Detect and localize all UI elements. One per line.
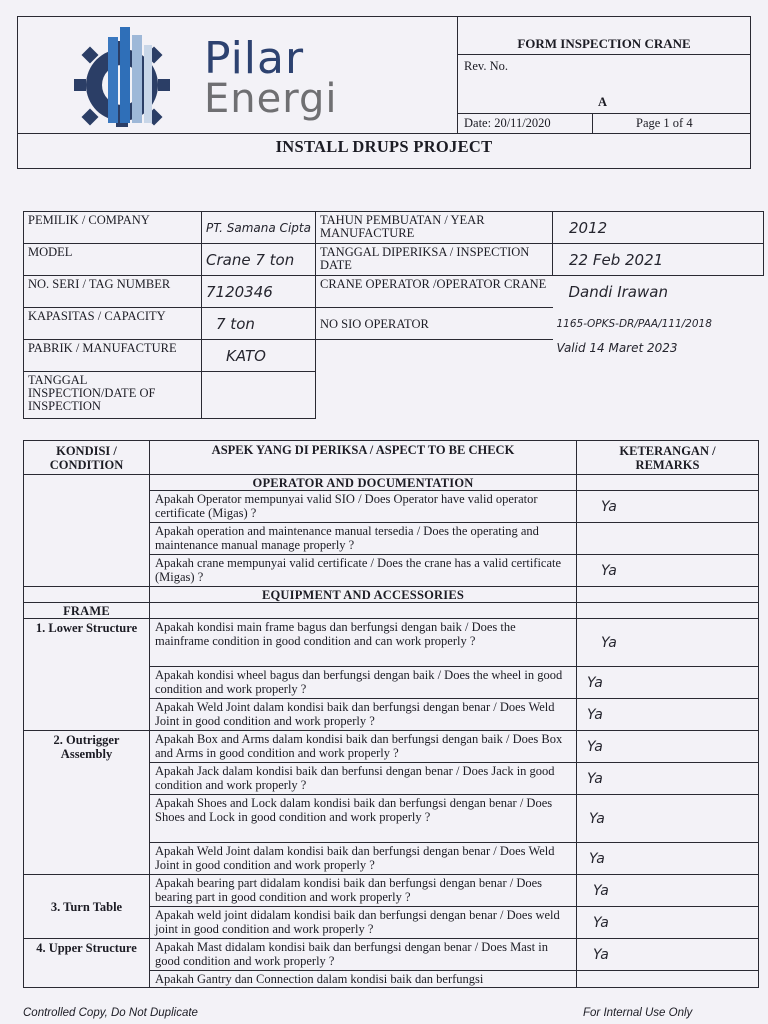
inspection-date-value: 22 Feb 2021 — [553, 244, 764, 276]
year-label: TAHUN PEMBUATAN / YEAR MANUFACTURE — [316, 212, 553, 244]
remark-value: Ya — [577, 875, 759, 907]
aspect-text: Apakah kondisi wheel bagus dan berfungsi dengan baik / Does the wheel in good condition and work properly ? — [150, 667, 577, 699]
aspect-text: Apakah crane mempunyai valid certificate / Does the crane has a valid certificate (Migas) ? — [150, 555, 577, 587]
aspect-text: Apakah Jack dalam kondisi baik dan berfunsi dengan benar / Does Jack in good condition and work properly ? — [150, 763, 577, 795]
aspect-header: ASPEK YANG DI PERIKSA / ASPECT TO BE CHECK — [150, 441, 577, 475]
serial-value: 7120346 — [202, 276, 316, 308]
aspect-text: Apakah weld joint didalam kondisi baik dan berfungsi dengan benar / Does weld joint in good condition and work properly ? — [150, 907, 577, 939]
footer-internal-use: For Internal Use Only — [583, 1007, 693, 1019]
table-row — [24, 619, 759, 667]
rev-label: Rev. No. — [464, 59, 508, 73]
year-value: 2012 — [553, 212, 764, 244]
form-info-box — [458, 17, 750, 133]
section-row — [24, 587, 759, 603]
page-number: Page 1 of 4 — [636, 116, 693, 130]
table-row — [24, 340, 764, 372]
aspect-text: Apakah kondisi main frame bagus dan berfungsi dengan baik / Does the mainframe condition in good condition and can work properly ? — [150, 619, 577, 667]
aspect-text: Apakah Operator mempunyai valid SIO / Does Operator have valid operator certificate (Migas) ? — [150, 491, 577, 523]
company-value: PT. Samana Cipta — [202, 212, 316, 244]
remark-value — [577, 971, 759, 988]
remark-value: Ya — [577, 699, 759, 731]
manufacture-value: KATO — [202, 340, 316, 372]
aspect-text: Apakah Gantry dan Connection dalam kondisi baik dan berfungsi — [150, 971, 577, 988]
sio-label: NO SIO OPERATOR — [320, 317, 429, 331]
remark-value: Ya — [577, 907, 759, 939]
inspection-checklist-table — [23, 440, 759, 988]
capacity-label: KAPASITAS / CAPACITY — [24, 308, 202, 340]
capacity-value: 7 ton — [202, 308, 316, 340]
table-row — [24, 212, 764, 244]
aspect-text: Apakah Mast didalam kondisi baik dan berfungsi dengan benar / Does Mast in good condition and work properly ? — [150, 939, 577, 971]
manufacture-label: PABRIK / MANUFACTURE — [24, 340, 202, 372]
company-label: PEMILIK / COMPANY — [24, 212, 202, 244]
condition-upper-structure: 4. Upper Structure — [24, 939, 150, 988]
prev-date-label: TANGGAL INSPECTION/DATE OF INSPECTION — [24, 372, 202, 419]
table-row — [24, 276, 764, 308]
logo-text-pilar: Pilar — [204, 33, 305, 84]
operator-section-title: OPERATOR AND DOCUMENTATION — [150, 475, 577, 491]
logo-text-energi: Energi — [204, 76, 338, 122]
section-row — [24, 603, 759, 619]
condition-outrigger-assembly: 2. Outrigger Assembly — [24, 731, 150, 875]
remark-value: Ya — [577, 939, 759, 971]
divider — [18, 133, 750, 134]
frame-label: FRAME — [24, 603, 150, 619]
aspect-text: Apakah Weld Joint dalam kondisi baik dan berfungsi dengan benar / Does Weld Joint in good condition and work properly ? — [150, 843, 577, 875]
table-row — [24, 308, 764, 340]
aspect-text: Apakah Weld Joint dalam kondisi baik dan berfungsi dengan benar / Does Weld Joint in good condition and work properly ? — [150, 699, 577, 731]
table-row — [24, 939, 759, 971]
remark-value: Ya — [577, 843, 759, 875]
table-row — [24, 372, 764, 419]
sio-valid-note: Valid 14 Maret 2023 — [556, 340, 678, 355]
condition-turn-table: 3. Turn Table — [24, 875, 150, 939]
divider — [458, 113, 750, 114]
model-label: MODEL — [24, 244, 202, 276]
remark-value: Ya — [577, 667, 759, 699]
footer-controlled-copy: Controlled Copy, Do Not Duplicate — [23, 1007, 198, 1019]
section-row — [24, 475, 759, 491]
aspect-text: Apakah Shoes and Lock dalam kondisi baik dan berfungsi dengan benar / Does Shoes and Lock in good condition and work properly ? — [150, 795, 577, 843]
form-header — [17, 16, 751, 169]
pilar-energi-logo-icon — [60, 23, 200, 129]
form-date: Date: 20/11/2020 — [464, 116, 551, 130]
prev-date-value — [202, 372, 316, 419]
remark-value: Ya — [577, 555, 759, 587]
operator-label: CRANE OPERATOR /OPERATOR CRANE — [316, 276, 553, 308]
divider — [592, 113, 593, 133]
aspect-text: Apakah Box and Arms dalam kondisi baik dan berfungsi dengan baik / Does Box and Arms in good condition and work properly ? — [150, 731, 577, 763]
remark-value: Ya — [577, 731, 759, 763]
remark-value: Ya — [577, 619, 759, 667]
aspect-text: Apakah operation and maintenance manual tersedia / Does the operating and maintenance manual manage properly ? — [150, 523, 577, 555]
serial-label: NO. SERI / TAG NUMBER — [24, 276, 202, 308]
logo-area — [18, 17, 458, 133]
rev-value: A — [598, 95, 608, 109]
project-title: INSTALL DRUPS PROJECT — [275, 137, 493, 156]
aspect-text: Apakah bearing part didalam kondisi baik dan berfungsi dengan benar / Does bearing part in good condition and work properly ? — [150, 875, 577, 907]
table-row — [24, 875, 759, 907]
remark-value: Ya — [577, 491, 759, 523]
condition-header: KONDISI / CONDITION — [24, 441, 150, 475]
form-title: FORM INSPECTION CRANE — [517, 36, 691, 51]
remark-value: Ya — [577, 763, 759, 795]
equipment-section-title: EQUIPMENT AND ACCESSORIES — [150, 587, 577, 603]
operator-value: Dandi Irawan — [568, 283, 668, 302]
table-header-row — [24, 441, 759, 475]
inspection-date-label: TANGGAL DIPERIKSA / INSPECTION DATE — [316, 244, 553, 276]
condition-lower-structure: 1. Lower Structure — [24, 619, 150, 731]
remark-value: Ya — [577, 795, 759, 843]
sio-value: 1165-OPKS-DR/PAA/111/2018 — [556, 318, 712, 330]
remark-value — [577, 523, 759, 555]
table-row — [24, 731, 759, 763]
remarks-header: KETERANGAN / REMARKS — [577, 441, 759, 475]
model-value: Crane 7 ton — [202, 244, 316, 276]
divider — [458, 54, 750, 55]
equipment-info-table — [23, 211, 764, 419]
table-row — [24, 244, 764, 276]
